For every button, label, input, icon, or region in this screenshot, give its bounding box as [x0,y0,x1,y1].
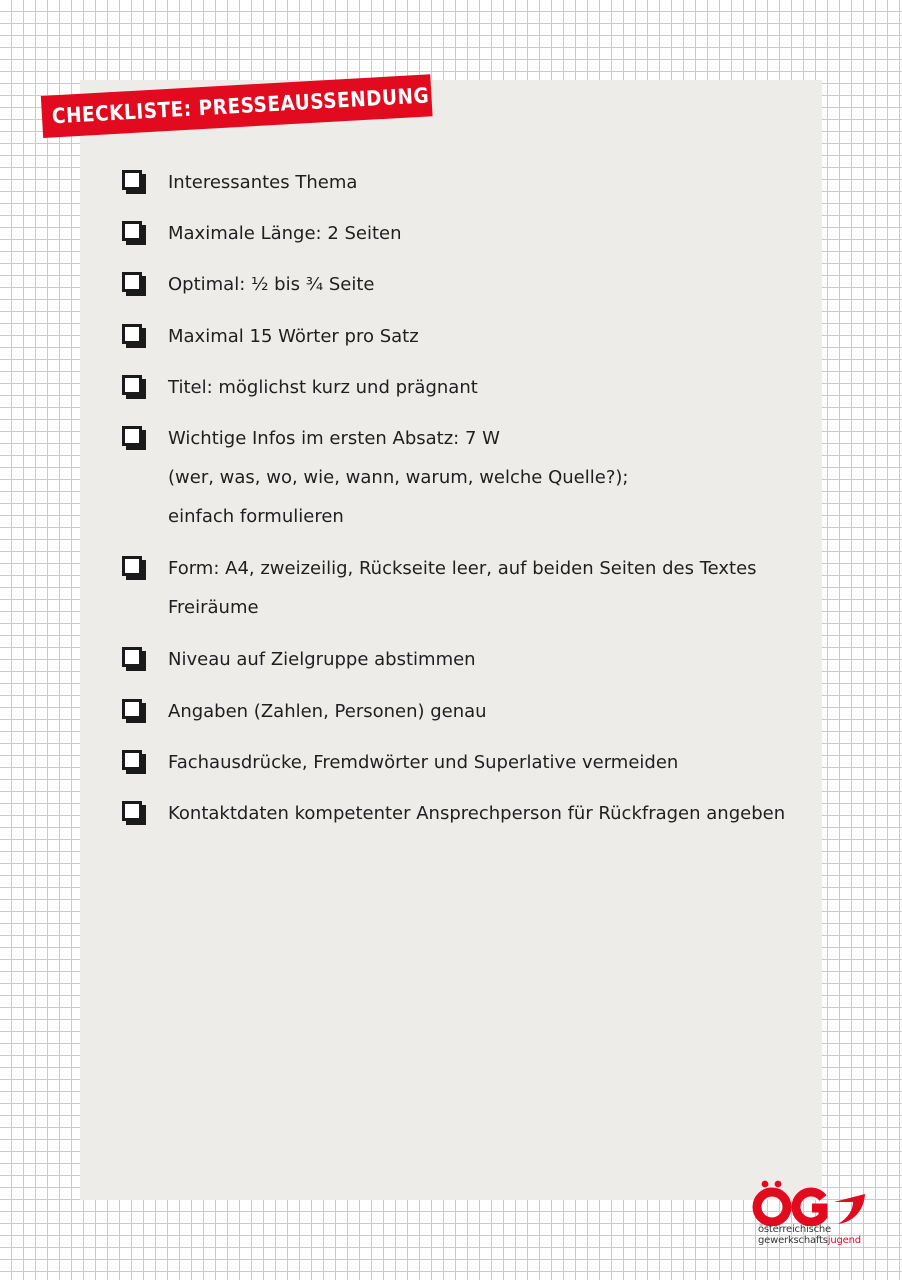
checklist-item [122,649,802,679]
checkbox[interactable] [122,647,142,667]
checklist-item [122,803,802,833]
checklist-item-text [168,692,487,731]
checklist-item [122,377,802,407]
checklist-item-text [168,265,375,304]
checklist-item-line: Maximale Länge: 2 Seiten [168,223,402,244]
checkbox[interactable] [122,699,142,719]
oegj-logo [752,1176,870,1248]
logo-text-prefix: gewerkschafts [758,1235,828,1246]
checklist-item [122,274,802,304]
checklist-item-line: Optimal: ½ bis ¾ Seite [168,274,375,295]
checklist-item [122,701,802,731]
page-title: CHECKLISTE: PRESSEAUSSENDUNG [51,83,430,129]
checklist-item-text [168,214,402,253]
checklist-item-line: einfach formulieren [168,506,344,527]
logo-text-suffix: jugend [827,1235,861,1246]
checkbox[interactable] [122,375,142,395]
checklist-item [122,752,802,782]
checkbox[interactable] [122,556,142,576]
checklist-item-line: Kontaktdaten kompetenter Ansprechperson für Rückfragen angeben [168,803,786,824]
checklist-item-text [168,419,628,536]
checklist-item-text [168,317,419,356]
checkbox[interactable] [122,272,142,292]
checklist-item [122,428,802,536]
checklist-item-text [168,794,785,833]
checklist-item-line: Niveau auf Zielgruppe abstimmen [168,649,476,670]
checkbox[interactable] [122,750,142,770]
checklist-item-line: Wichtige Infos im ersten Absatz: 7 W [168,428,500,449]
checklist-item-line: Angaben (Zahlen, Personen) genau [168,701,487,722]
checkbox[interactable] [122,221,142,241]
checklist-item-text [168,368,478,407]
checklist-item-text [168,549,757,627]
checklist-item-line: Titel: möglichst kurz und prägnant [168,377,478,398]
oegj-logo-mark [752,1176,870,1226]
checkbox[interactable] [122,426,142,446]
checklist-item-text [168,640,476,679]
checklist-item-text [168,163,357,202]
checklist-item-line: Form: A4, zweizeilig, Rückseite leer, auf beiden Seiten des Textes [168,558,757,579]
logo-text-line1: österreichische [758,1224,831,1235]
checklist-item-line: Fachausdrücke, Fremdwörter und Superlative vermeiden [168,752,679,773]
checklist-item-line: Freiräume [168,597,259,618]
checklist-item-line: Interessantes Thema [168,172,358,193]
checkbox[interactable] [122,801,142,821]
checklist-item-text [168,743,678,782]
checklist-item-line: Maximal 15 Wörter pro Satz [168,326,419,347]
checklist-item [122,326,802,356]
checkbox[interactable] [122,170,142,190]
checklist-item [122,558,802,627]
logo-text-line2 [758,1235,861,1246]
checkbox[interactable] [122,324,142,344]
checklist-item-line: (wer, was, wo, wie, wann, warum, welche Quelle?); [168,467,629,488]
checklist-item [122,172,802,202]
checklist-item [122,223,802,253]
